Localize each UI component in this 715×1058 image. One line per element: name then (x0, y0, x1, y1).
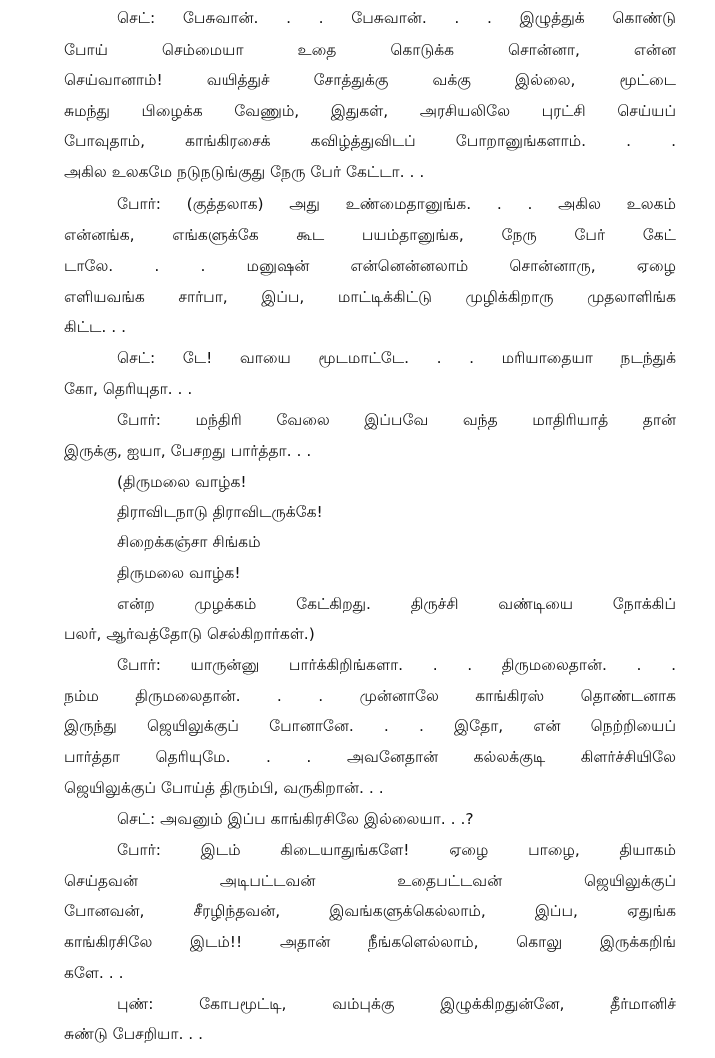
text-line: என்னங்க, எங்களுக்கே கூட பயம்தானுங்க, நேரு பேர் கேட் (64, 226, 676, 244)
text-line: போவுதாம், காங்கிரசைக் கவிழ்த்துவிடப் போறானுங்களாம். . . (64, 132, 676, 150)
text-line: இருந்து ஜெயிலுக்குப் போனானே. . . இதோ, என் நெற்றியைப் (64, 717, 676, 735)
text-line: நம்ம திருமலைதான். . . முன்னாலே காங்கிரஸ் தொண்டனாக (64, 687, 676, 705)
verse-line: திருமலை வாழ்க! (117, 564, 241, 582)
text-line: செட்: அவனும் இப்ப காங்கிரசிலே இல்லையா. . .? (117, 810, 474, 828)
text-line: எளியவங்க சார்பா, இப்ப, மாட்டிக்கிட்டு முழிக்கிறாரு முதலாளிங்க (64, 288, 676, 306)
text-line: போர்: யாருன்னு பார்க்கிறிங்களா. . . திருமலைதான். . . (117, 656, 676, 674)
text-line: அகில உலகமே நடுநடுங்குது நேரு பேர் கேட்டா. . . (64, 163, 425, 181)
text-line: ஜெயிலுக்குப் போய்த் திரும்பி, வருகிறான். . . (64, 779, 384, 797)
text-line: போய் செம்மையா உதை கொடுக்க சொன்னா, என்ன (64, 41, 676, 59)
text-line: செய்தவன் அடிபட்டவன் உதைபட்டவன் ஜெயிலுக்குப் (64, 872, 676, 890)
verse-line: சிறைக்கஞ்சா சிங்கம் (117, 533, 261, 551)
text-line: போர்: இடம் கிடையாதுங்களே! ஏழை பாழை, தியாகம் (117, 841, 676, 859)
text-line: டாலே. . . மனுஷன் என்னென்னலாம் சொன்னாரு, ஏழை (64, 257, 676, 275)
text-line: களே. . . (64, 964, 124, 982)
text-line: என்ற முழக்கம் கேட்கிறது. திருச்சி வண்டியை நோக்கிப் (117, 595, 676, 613)
text-line: போர்: (குத்தலாக) அது உண்மைதானுங்க. . . அகில உலகம் (117, 195, 676, 213)
text-line: காங்கிரசிலே இடம்!! அதான் நீங்களெல்லாம், கொலு இருக்கறிங் (64, 933, 676, 951)
verse-line: திராவிடநாடு திராவிடருக்கே! (117, 503, 323, 521)
text-line: செட்: பேசுவான். . . பேசுவான். . . இழுத்துக் கொண்டு (117, 9, 676, 27)
text-line: செட்: டே! வாயை மூடமாட்டே. . . மரியாதையா நடந்துக் (117, 349, 676, 367)
text-line: சுமந்து பிழைக்க வேணும், இதுகள், அரசியலிலே புரட்சி செய்யப் (64, 102, 676, 120)
text-line: புண்: கோபமூட்டி, வம்புக்கு இழுக்கிறதுன்னே, தீர்மானிச் (117, 995, 676, 1013)
text-line: பார்த்தா தெரியுமே. . . அவனேதான் கல்லக்குடி கிளர்ச்சியிலே (64, 748, 676, 766)
text-line: செய்வானாம்! வயித்துச் சோத்துக்கு வக்கு இல்லை, மூட்டை (64, 71, 676, 89)
text-line: சுண்டு பேசறியா. . . (64, 1025, 204, 1043)
text-line: கோ, தெரியுதா. . . (64, 380, 193, 398)
text-line: போனவன், சீரழிந்தவன், இவங்களுக்கெல்லாம், இப்ப, ஏதுங்க (64, 902, 676, 920)
text-line: கிட்ட. . . (64, 318, 127, 336)
text-line: பலர், ஆர்வத்தோடு செல்கிறார்கள்.) (64, 625, 315, 643)
text-line: இருக்கு, ஐயா, பேசறது பார்த்தா. . . (64, 442, 312, 460)
verse-line: (திருமலை வாழ்க! (117, 473, 247, 491)
text-line: போர்: மந்திரி வேலை இப்பவே வந்த மாதிரியாத் தான் (117, 411, 676, 429)
